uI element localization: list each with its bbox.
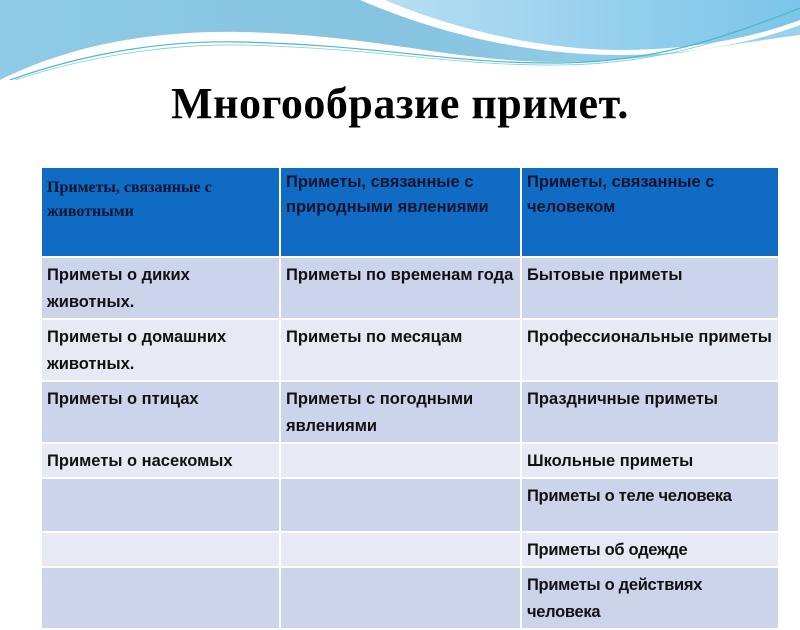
table-cell: Школьные приметы — [521, 443, 779, 478]
table-cell: Приметы о действиях человека — [521, 567, 779, 629]
table-row — [41, 319, 779, 381]
table-cell — [280, 532, 521, 567]
table-cell: Приметы о теле человека — [521, 478, 779, 532]
table-row — [41, 257, 779, 319]
slide-title: Многообразие примет. — [171, 79, 629, 128]
table-cell — [280, 443, 521, 478]
table-cell — [41, 532, 280, 567]
table-row — [41, 381, 779, 443]
table-cell: Приметы о домашних животных. — [41, 319, 280, 381]
table-cell: Приметы о птицах — [41, 381, 280, 443]
table-cell — [280, 567, 521, 629]
table-cell: Приметы о диких животных. — [41, 257, 280, 319]
header-cell-animals: Приметы, связанные с животными — [41, 167, 280, 257]
table-cell — [41, 567, 280, 629]
table-cell: Приметы с погодными явлениями — [280, 381, 521, 443]
table-cell — [280, 478, 521, 532]
table-header-row — [41, 167, 779, 257]
signs-table — [40, 166, 780, 630]
table-row — [41, 532, 779, 567]
table-cell: Приметы по временам года — [280, 257, 521, 319]
table-cell: Приметы о насекомых — [41, 443, 280, 478]
table-row — [41, 478, 779, 532]
table-cell — [41, 478, 280, 532]
table-cell: Приметы об одежде — [521, 532, 779, 567]
header-cell-human: Приметы, связанные с человеком — [521, 167, 779, 257]
table-cell: Праздничные приметы — [521, 381, 779, 443]
table-row — [41, 443, 779, 478]
header-cell-nature: Приметы, связанные с природными явлениями — [280, 167, 521, 257]
table-cell: Бытовые приметы — [521, 257, 779, 319]
decorative-wave-background — [0, 0, 800, 80]
table-cell: Профессиональные приметы — [521, 319, 779, 381]
table-cell: Приметы по месяцам — [280, 319, 521, 381]
table-row — [41, 567, 779, 629]
